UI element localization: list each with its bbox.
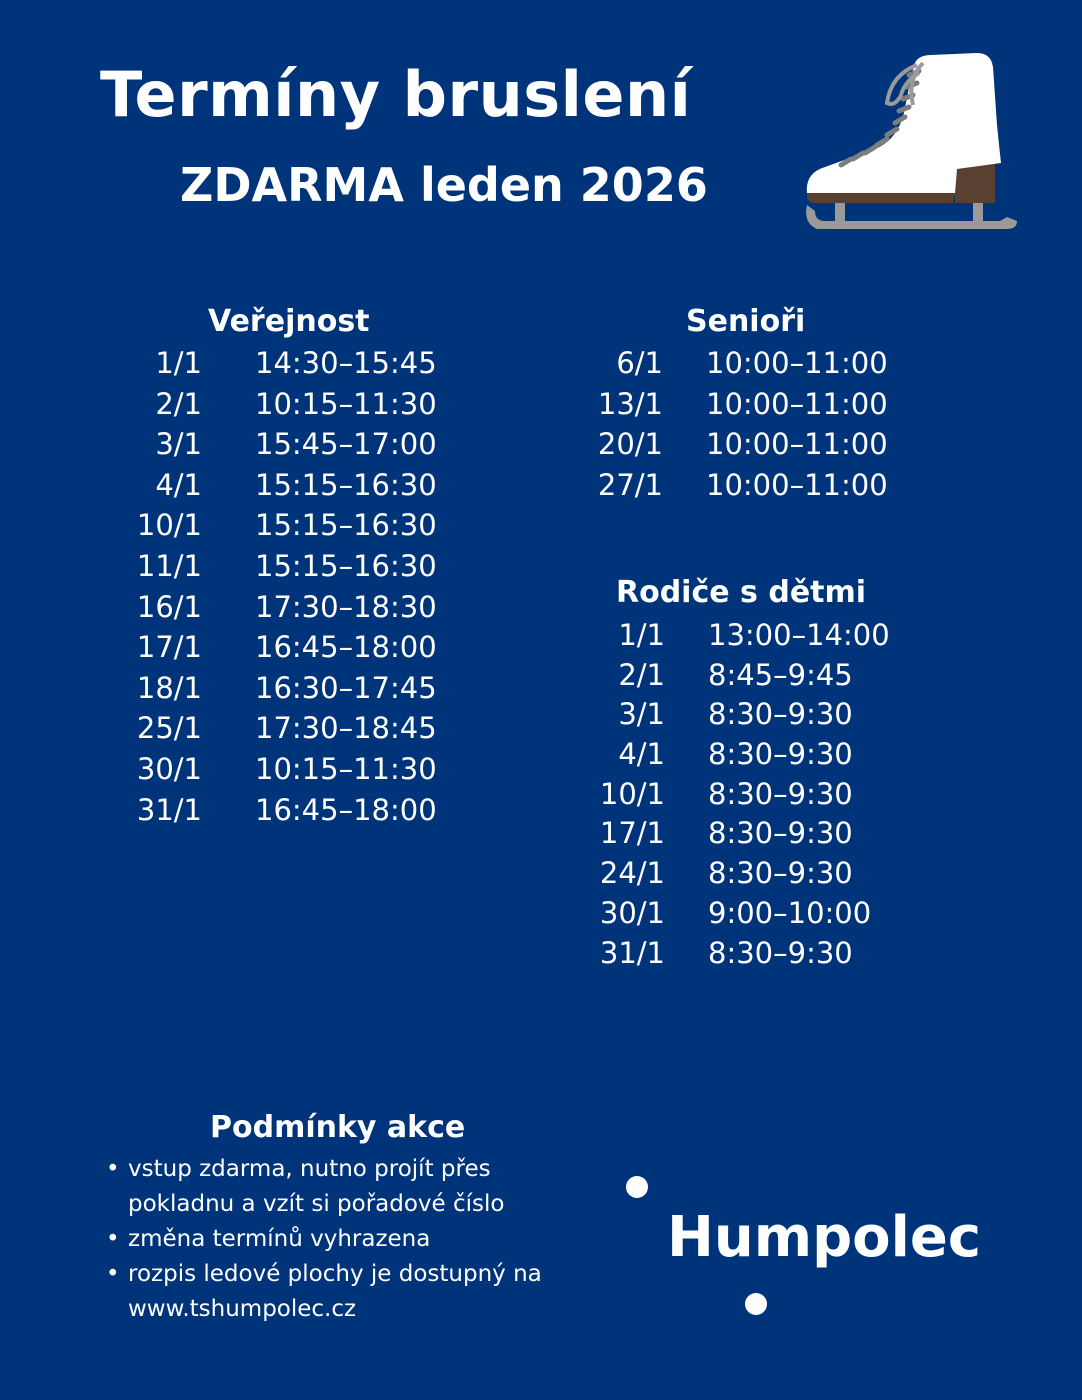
- schedule-row: [560, 387, 900, 428]
- schedule-time: 16:45–18:00: [255, 792, 437, 827]
- schedule-row: [560, 777, 900, 817]
- schedule-date: 31/1: [599, 935, 665, 970]
- bullet-icon: •: [106, 1156, 120, 1182]
- schedule-time: 8:30–9:30: [708, 935, 853, 970]
- section-title-seniori: Senioři: [686, 304, 806, 339]
- schedule-time: 15:45–17:00: [255, 427, 437, 462]
- schedule-time: 10:15–11:30: [255, 751, 437, 786]
- schedule-date: 30/1: [599, 895, 665, 930]
- schedule-time: 17:30–18:30: [255, 589, 437, 624]
- schedule-row: [100, 752, 440, 793]
- schedule-time: 15:15–16:30: [255, 508, 437, 543]
- schedule-row: [560, 697, 900, 737]
- schedule-time: 14:30–15:45: [255, 346, 437, 380]
- schedule-time: 10:00–11:00: [706, 346, 888, 380]
- schedule-time: 17:30–18:45: [255, 711, 437, 746]
- schedule-row: [560, 896, 900, 936]
- schedule-time: 8:30–9:30: [708, 776, 853, 811]
- schedule-time: 8:30–9:30: [708, 816, 853, 851]
- schedule-date: 6/1: [616, 346, 663, 380]
- schedule-date: 27/1: [597, 467, 663, 502]
- condition-text: vstup zdarma, nutno projít přes pokladnu a vzít si pořadové číslo: [128, 1156, 505, 1217]
- schedule-time: 9:00–10:00: [708, 895, 872, 930]
- section-title-rodice: Rodiče s dětmi: [616, 575, 867, 610]
- brand-dot-bottom: [745, 1293, 767, 1315]
- schedule-date: 16/1: [136, 589, 202, 624]
- condition-item: [106, 1222, 576, 1257]
- brand-logo-text: Humpolec: [667, 1205, 982, 1270]
- condition-text: rozpis ledové plochy je dostupný na www.tshumpolec.cz: [128, 1261, 542, 1322]
- schedule-row: [100, 468, 440, 509]
- schedule-date: 10/1: [599, 776, 665, 811]
- condition-text: změna termínů vyhrazena: [128, 1226, 431, 1252]
- schedule-time: 10:00–11:00: [706, 467, 888, 502]
- schedule-row: [560, 936, 900, 976]
- schedule-date: 13/1: [597, 386, 663, 421]
- schedule-row: [560, 737, 900, 777]
- schedule-date: 2/1: [618, 657, 665, 692]
- schedule-date: 3/1: [618, 697, 665, 732]
- schedule-row: [560, 468, 900, 509]
- schedule-date: 25/1: [136, 711, 202, 746]
- schedule-row: [100, 630, 440, 671]
- ice-skate-icon: [795, 45, 1025, 245]
- schedule-row: [560, 427, 900, 468]
- schedule-row: [100, 508, 440, 549]
- schedule-time: 8:30–9:30: [708, 737, 853, 772]
- schedule-row: [560, 856, 900, 896]
- schedule-time: 13:00–14:00: [708, 618, 890, 652]
- schedule-row: [100, 711, 440, 752]
- schedule-row: [100, 346, 440, 387]
- schedule-row: [560, 346, 900, 387]
- schedule-time: 16:30–17:45: [255, 670, 437, 705]
- schedule-time: 15:15–16:30: [255, 467, 437, 502]
- seniori-schedule: [560, 346, 900, 508]
- schedule-row: [100, 427, 440, 468]
- schedule-row: [100, 549, 440, 590]
- schedule-date: 1/1: [155, 346, 202, 380]
- schedule-date: 30/1: [136, 751, 202, 786]
- brand-dot-top: [626, 1176, 648, 1198]
- schedule-row: [560, 816, 900, 856]
- schedule-row: [100, 590, 440, 631]
- page-subtitle: ZDARMA leden 2026: [180, 158, 708, 212]
- bullet-icon: •: [106, 1226, 120, 1252]
- conditions-list: [106, 1152, 576, 1327]
- schedule-time: 16:45–18:00: [255, 630, 437, 665]
- schedule-date: 18/1: [136, 670, 202, 705]
- schedule-date: 10/1: [136, 508, 202, 543]
- schedule-time: 10:00–11:00: [706, 427, 888, 462]
- schedule-row: [100, 793, 440, 834]
- schedule-time: 15:15–16:30: [255, 548, 437, 583]
- page-title: Termíny bruslení: [100, 58, 692, 131]
- schedule-date: 1/1: [618, 618, 665, 652]
- bullet-icon: •: [106, 1261, 120, 1287]
- schedule-date: 31/1: [136, 792, 202, 827]
- schedule-date: 2/1: [155, 386, 202, 421]
- schedule-row: [560, 658, 900, 698]
- schedule-row: [100, 387, 440, 428]
- schedule-date: 11/1: [136, 548, 202, 583]
- section-title-verejnost: Veřejnost: [208, 304, 370, 339]
- schedule-date: 3/1: [155, 427, 202, 462]
- schedule-time: 10:15–11:30: [255, 386, 437, 421]
- conditions-title: Podmínky akce: [210, 1110, 466, 1145]
- schedule-date: 4/1: [155, 467, 202, 502]
- schedule-date: 20/1: [597, 427, 663, 462]
- schedule-time: 10:00–11:00: [706, 386, 888, 421]
- schedule-row: [560, 618, 900, 658]
- schedule-time: 8:30–9:30: [708, 697, 853, 732]
- condition-item: [106, 1257, 576, 1327]
- rodice-schedule: [560, 618, 900, 975]
- schedule-date: 17/1: [599, 816, 665, 851]
- schedule-row: [100, 671, 440, 712]
- verejnost-schedule: [100, 346, 440, 833]
- schedule-time: 8:30–9:30: [708, 856, 853, 891]
- schedule-time: 8:45–9:45: [708, 657, 853, 692]
- schedule-date: 24/1: [599, 856, 665, 891]
- schedule-date: 4/1: [618, 737, 665, 772]
- schedule-date: 17/1: [136, 630, 202, 665]
- condition-item: [106, 1152, 576, 1222]
